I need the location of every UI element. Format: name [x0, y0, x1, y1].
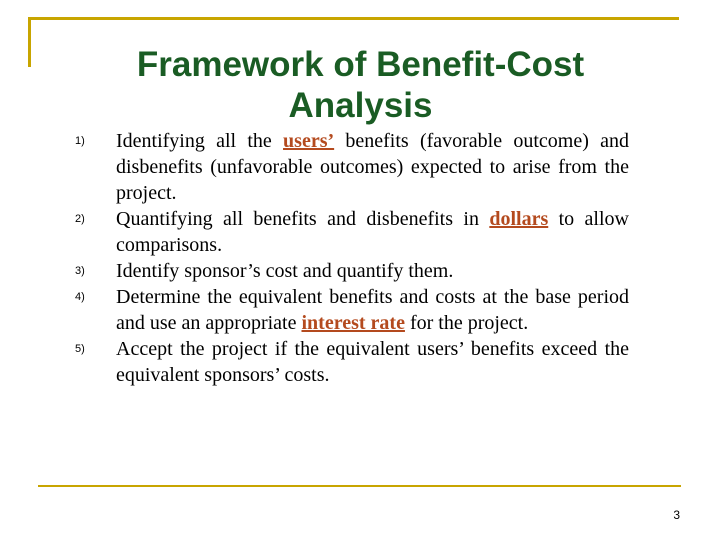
item-text: Identify sponsor’s cost and quantify them.	[116, 260, 454, 282]
item-number: 5)	[75, 343, 85, 355]
list-item	[75, 336, 629, 388]
item-number: 3)	[75, 265, 85, 277]
item-number: 2)	[75, 213, 85, 225]
item-highlight: users’	[283, 130, 335, 152]
page-number: 3	[673, 508, 680, 522]
list-item	[75, 206, 629, 258]
frame-bottom-rule	[38, 485, 681, 487]
item-number: 4)	[75, 291, 85, 303]
item-highlight: dollars	[489, 208, 549, 230]
slide-title: Framework of Benefit-Cost Analysis	[136, 45, 585, 125]
item-text: Identifying all the	[116, 130, 284, 152]
item-text-continued: to allow comparisons.	[116, 208, 629, 256]
list-item	[75, 258, 629, 284]
item-text: Quantifying all benefits and disbenefits in	[116, 208, 490, 230]
item-highlight: interest rate	[301, 312, 405, 334]
item-text-continued: for the project.	[404, 312, 529, 334]
item-text-continued: benefits (favorable outcome) and disbenefits (unfavorable outcomes) expected to arise from the project.	[116, 130, 629, 204]
item-text: Accept the project if the equivalent users’ benefits exceed the equivalent sponsors’ costs.	[116, 338, 629, 386]
item-number: 1)	[75, 135, 85, 147]
list-item	[75, 284, 629, 336]
item-text: Determine the equivalent benefits and costs at the base period and use an appropriate	[116, 286, 629, 334]
frame-top-rule	[28, 17, 679, 20]
benefit-cost-steps-list	[75, 128, 629, 388]
list-item	[75, 128, 629, 206]
frame-left-rule	[28, 17, 31, 67]
